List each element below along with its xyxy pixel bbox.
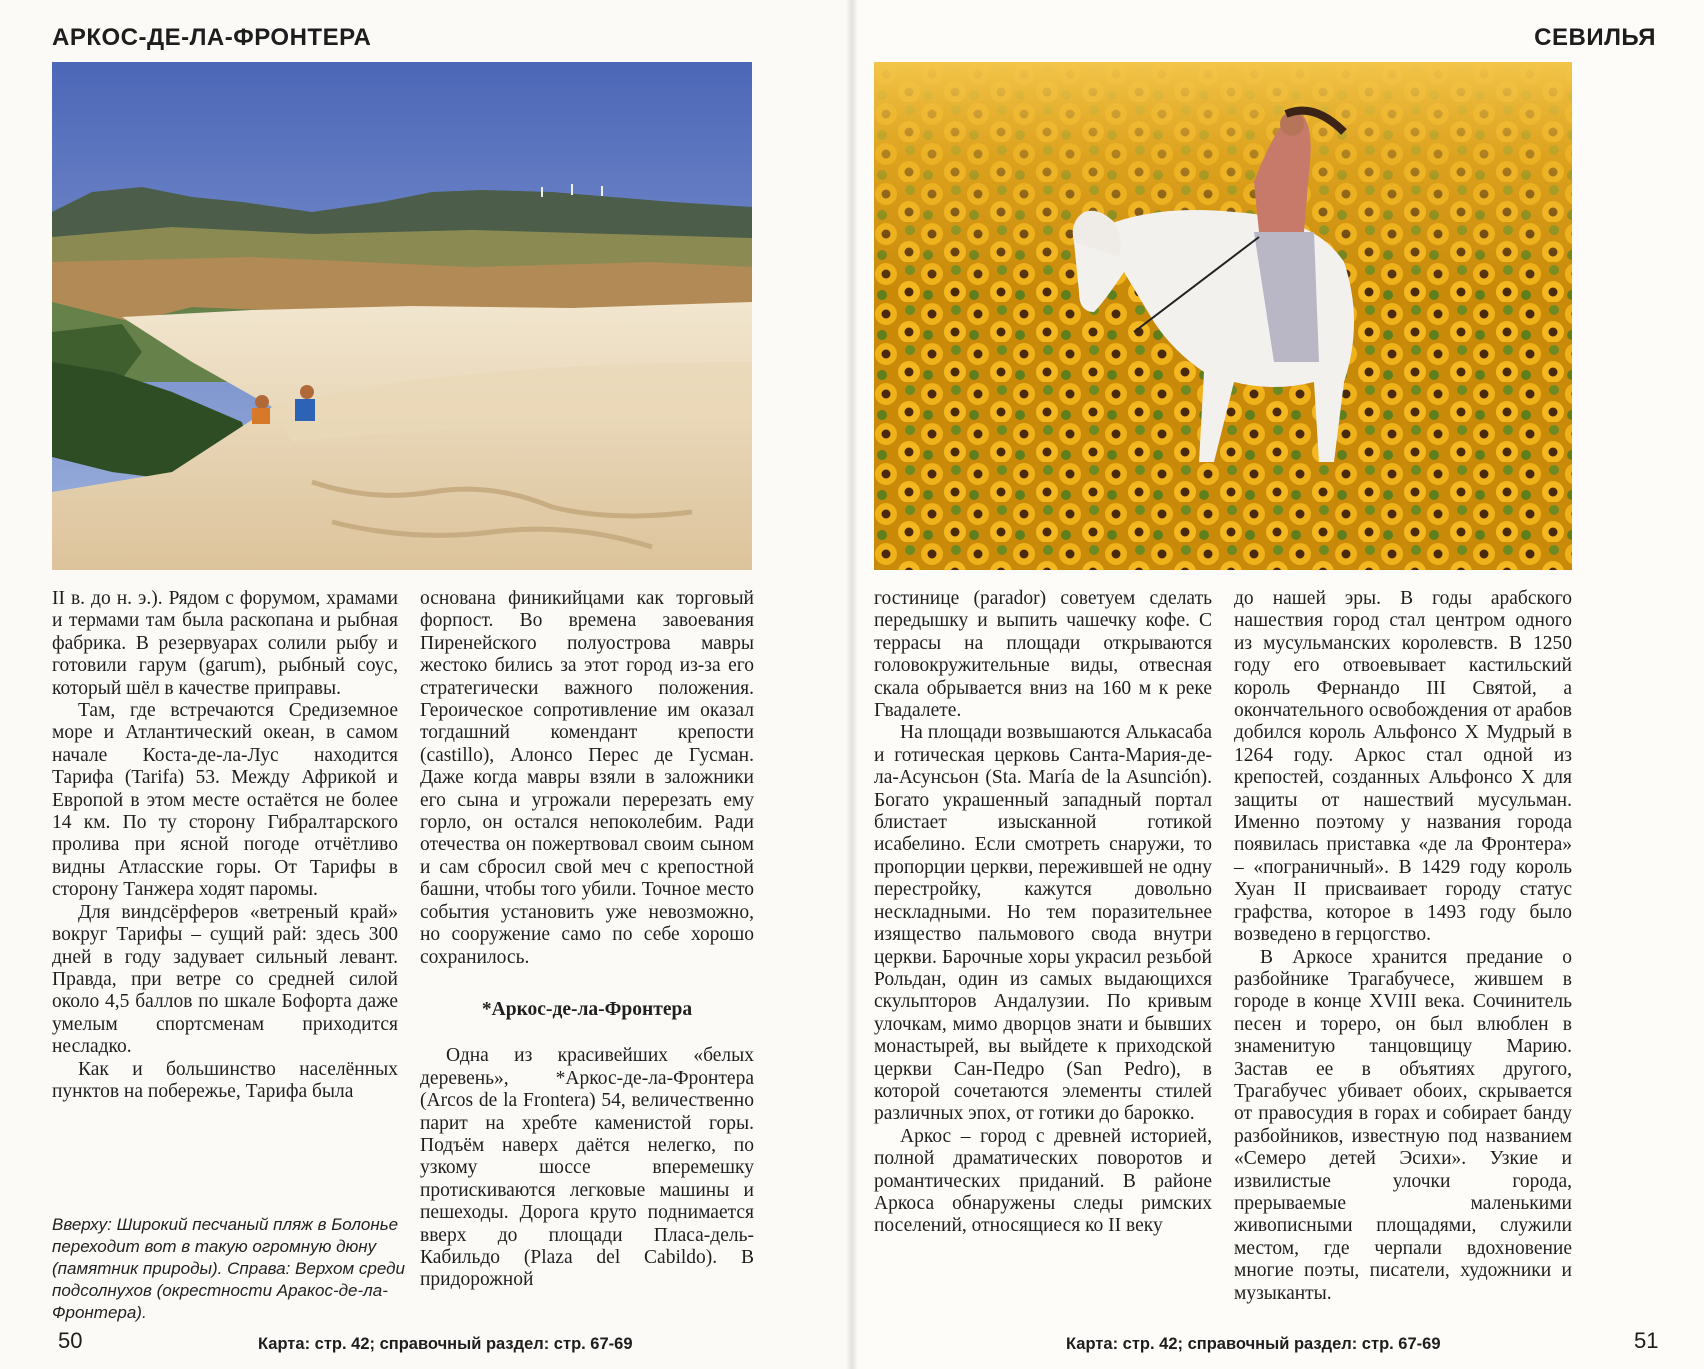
page-number-right: 51 <box>1634 1328 1659 1353</box>
photo-caption: Вверху: Широкий песчаный пляж в Болонье переходит вот в такую огромную дюну (памятник природы). Справа: Верхом среди подсолнухов (окрестности Аракос-де-ла-Фронтера). <box>52 1215 405 1322</box>
paragraph: гостинице (parador) советуем сделать передышку и выпить чашечку кофе. С террасы на площади открываются головокружительные виды, отвесная скала обрывается вниз на 160 м к реке Гвадалете. <box>874 588 1212 722</box>
page-number-left: 50 <box>58 1328 83 1353</box>
left-column-2 <box>420 588 754 1292</box>
running-head-left: АРКОС-ДЕ-ЛА-ФРОНТЕРА <box>52 24 372 51</box>
paragraph: Для виндсёрферов «ветреный край» вокруг Тарифы – сущий рай: здесь 300 дней в году задувает сильный левант. Правда, при ветре со средней силой около 4,5 баллов по шкале Бофорта даже умелым спортсменам приходится несладко. <box>52 901 398 1058</box>
running-head-right: СЕВИЛЬЯ <box>1534 24 1656 51</box>
dune-photo-illustration <box>52 62 752 570</box>
paragraph: Одна из красивейших «белых деревень», *Аркос-де-ла-Фронтера (Arcos de la Frontera) 54, величественно парит на хребте каменистой горы. Подъём наверх даётся нелегко, по узкому шоссе вперемешку протискиваются легковые машины и пешеходы. Дорога круто поднимается вверх до площади Пласа-дель-Кабильдо (Plaza del Cabildo). В придорожной <box>420 1045 754 1291</box>
paragraph: На площади возвышаются Алькасаба и готическая церковь Санта-Мария-де-ла-Асунсьон (Sta. María de la Asunción). Богато украшенный западный портал блистает изысканной готикой исабелино. Если смотреть снаружи, то пропорции церкви, пережившей не одну перестройку, кажутся довольно нескладными. Но тем поразительнее изящество пальмового свода внутри церкви. Барочные хоры украсил резьбой Рольдан, один из самых выдающихся скульпторов Андалузии. По кривым улочкам, мимо дворцов знати и бывших монастырей, вы выйдете к приходской церкви Сан-Педро (San Pedro), в которой сочетаются элементы стилей различных эпох, от готики до барокко. <box>874 722 1212 1125</box>
right-column-1 <box>874 588 1212 1238</box>
paragraph: Аркос – город с древней историей, полной драматических поворотов и романтических приданий. В районе Аркоса обнаружены следы римских поселений, относящиеся ко II веку <box>874 1125 1212 1237</box>
section-subheading: *Аркос-де-ла-Фронтера <box>481 998 693 1020</box>
right-column-2 <box>1234 588 1572 1305</box>
footer-right: Карта: стр. 42; справочный раздел: стр. 67-69 <box>1066 1335 1441 1353</box>
paragraph: основана финикийцами как торговый форпост. Во времена завоевания Пиренейского полуострова мавры жестоко бились за этот город из-за его стратегически важного положения. Героическое сопротивление им оказал тогдашний комендант крепости (castillo), Алонсо Перес де Гусман. Даже когда мавры взяли в заложники его сына и угрожали перерезать ему горло, он остался непоколебим. Ради отечества он пожертвовал своим сыном и сам сбросил свой меч с крепостной башни, чтобы того убили. Точное место события установить уже невозможно, но сооружение само по себе хорошо сохранилось. <box>420 588 754 968</box>
paragraph: В Аркосе хранится предание о разбойнике Трагабучесе, жившем в городе в конце XVIII века. Сочинитель песен и тореро, он был влюблен в знаменитую танцовщицу Марию. Застав ее в объятиях другого, Трагабучес убивает обоих, скрывается от правосудия в горах и собирает банду разбойников, известную под названием «Семеро детей Эсихи». Узкие и извилистые улочки города, прерываемые маленькими живописными площадями, служили местом, где черпали вдохновение многие поэты, писатели, художники и музыканты. <box>1234 946 1572 1304</box>
sunflower-photo <box>874 62 1572 570</box>
book-gutter <box>846 0 858 1369</box>
paragraph: Там, где встречаются Средиземное море и Атлантический океан, в самом начале Коста-де-ла-Лус находится Тарифа (Tarifa) 53. Между Африкой и Европой в этом месте остаётся не более 14 км. По ту сторону Гибралтарского пролива при ясной погоде отчётливо видны Атласские горы. От Тарифы в сторону Танжера ходят паромы. <box>52 700 398 901</box>
sunflower-photo-illustration <box>874 62 1572 570</box>
paragraph: Как и большинство населённых пунктов на побережье, Тарифа была <box>52 1058 398 1102</box>
paragraph: до нашей эры. В годы арабского нашествия город стал центром одного из мусульманских королевств. В 1250 году его отвоевывает кастильский король Фернандо III Святой, а окончательного освобождения от арабов добился король Альфонсо X Мудрый в 1264 году. Аркос стал одной из крепостей, созданных Альфонсо X для защиты от нашествий мусульман. Именно поэтому у названия города появилась приставка «де ла Фронтера» – «пограничный». В 1429 году король Хуан II присваивает городу статус графства, которое в 1493 году было возведено в герцогство. <box>1234 588 1572 946</box>
footer-left: Карта: стр. 42; справочный раздел: стр. 67-69 <box>258 1335 633 1353</box>
left-column-1 <box>52 588 398 1103</box>
right-page <box>852 0 1704 1369</box>
dune-photo <box>52 62 752 570</box>
paragraph: II в. до н. э.). Рядом с форумом, храмами и термами там была раскопана и рыбная фабрика. В резервуарах солили рыбу и готовили гарум (garum), рыбный соус, который шёл в качестве приправы. <box>52 588 398 699</box>
